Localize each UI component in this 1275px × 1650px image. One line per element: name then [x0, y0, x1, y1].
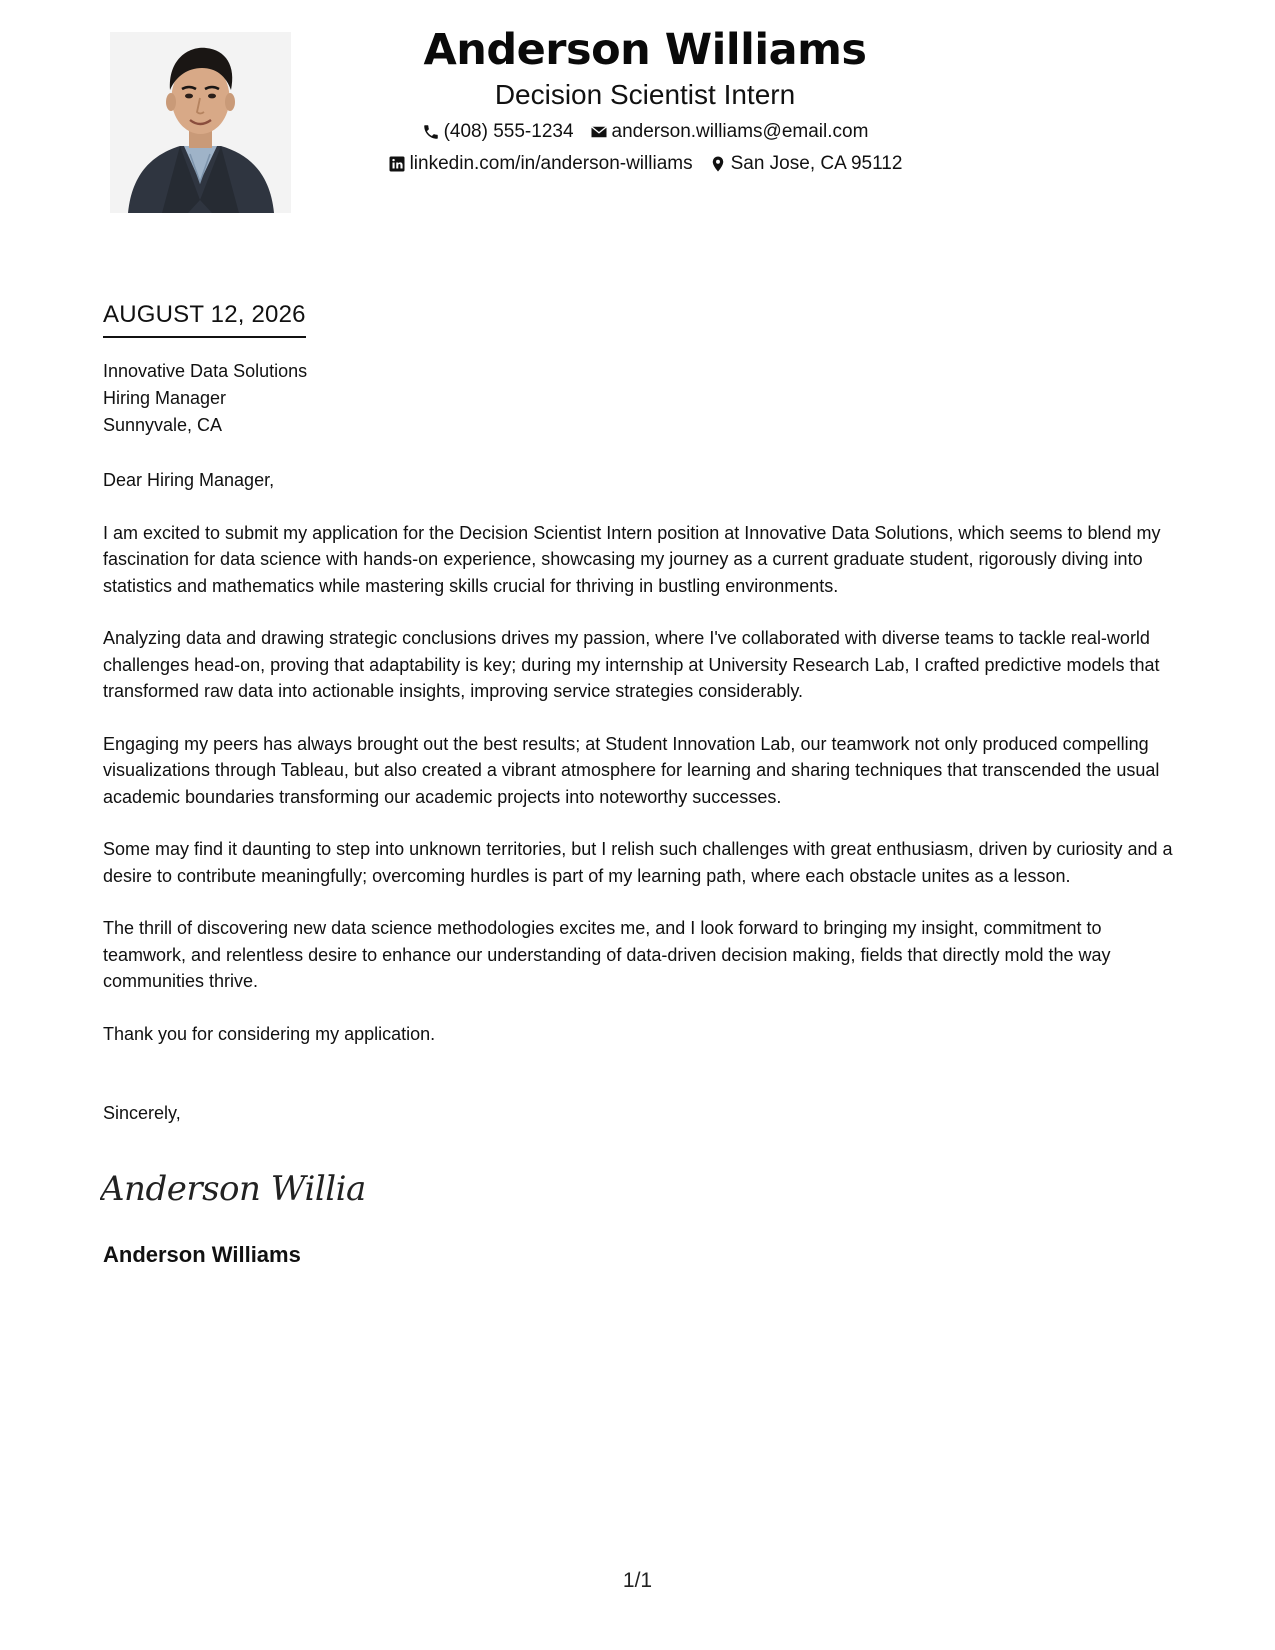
- recipient-block: [103, 358, 307, 439]
- map-pin-icon: [709, 155, 727, 173]
- handwritten-signature: [100, 1160, 370, 1216]
- page-number: 1/1: [622, 1569, 653, 1592]
- paragraph: The thrill of discovering new data science methodologies excites me, and I look forward to bringing my insight, commitment to teamwork, and relentless desire to enhance our understanding of data-driven decision making, fields that directly mold the way communities thrive.: [103, 918, 1111, 991]
- contact-line-primary: [330, 116, 960, 148]
- envelope-icon: [590, 123, 608, 141]
- linkedin-icon: [388, 155, 406, 173]
- closing: Sincerely,: [103, 1103, 181, 1123]
- location-contact: [709, 148, 903, 180]
- resume-header: [330, 22, 960, 180]
- applicant-name: Anderson Williams: [423, 25, 867, 75]
- salutation: Dear Hiring Manager,: [103, 470, 275, 490]
- profile-photo: [110, 32, 291, 213]
- paragraph: Some may find it daunting to step into unknown territories, but I relish such challenges with great enthusiasm, driven by curiosity and a desire to contribute meaningfully; overcoming hurdles is part of my learning path, where each obstacle unites as a lesson.: [103, 839, 1173, 886]
- phone-number: (408) 555-1234: [443, 121, 574, 142]
- letter-date: AUGUST 12, 2026: [103, 298, 306, 338]
- email-contact[interactable]: [590, 116, 869, 148]
- phone-icon: [422, 123, 440, 141]
- signer-name: Anderson Williams: [103, 1242, 301, 1267]
- paragraph: I am excited to submit my application for the Decision Scientist Intern position at Innovative Data Solutions, which seems to blend my fascination for data science with hands-on experience, showcasing my journey as a current graduate student, rigorously diving into statistics and mathematics while mastering skills crucial for thriving in bustling environments.: [103, 522, 1161, 596]
- email-address[interactable]: anderson.williams@email.com: [611, 121, 869, 142]
- recipient-title: Hiring Manager: [103, 388, 227, 408]
- contact-line-secondary: [330, 148, 960, 180]
- letter-body: [103, 467, 1183, 1073]
- paragraph: Engaging my peers has always brought out the best results; at Student Innovation Lab, our teamwork not only produced compelling visualizations through Tableau, but also created a vibrant atmosphere for learning and sharing techniques that transcended the usual academic boundaries transforming our academic projects into noteworthy successes.: [103, 733, 1160, 807]
- recipient-company: Innovative Data Solutions: [103, 361, 308, 381]
- paragraph: Analyzing data and drawing strategic conclusions drives my passion, where I've collaborated with diverse teams to tackle real-world challenges head-on, proving that adaptability is key; during my internship at University Research Lab, I crafted predictive models that transformed raw data into actionable insights, improving service strategies considerably.: [103, 628, 1160, 701]
- location-text: San Jose, CA 95112: [730, 153, 903, 174]
- applicant-role: Decision Scientist Intern: [494, 79, 796, 110]
- recipient-location: Sunnyvale, CA: [103, 415, 223, 435]
- phone-contact: [422, 116, 574, 148]
- linkedin-contact[interactable]: [388, 148, 693, 180]
- paragraph: Thank you for considering my application.: [103, 1023, 436, 1044]
- svg-text:Anderson Willia: Anderson Willia: [100, 1169, 366, 1209]
- linkedin-url[interactable]: linkedin.com/in/anderson-williams: [409, 153, 693, 174]
